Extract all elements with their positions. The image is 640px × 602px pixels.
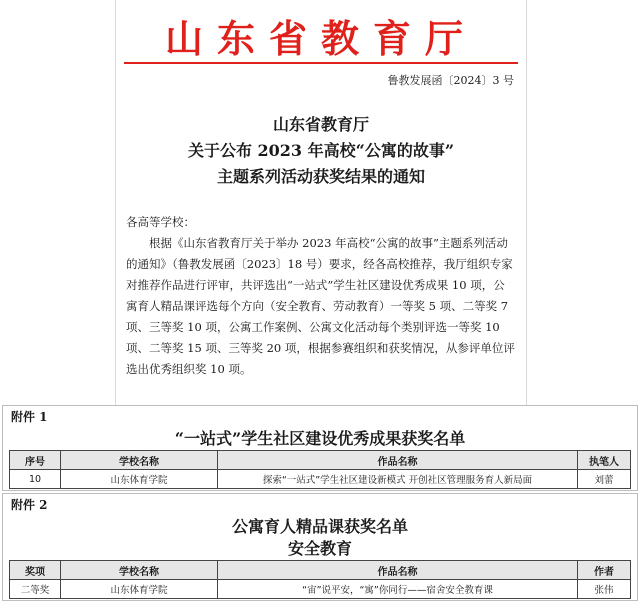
letterhead-title: 山东省教育厅 (164, 16, 477, 61)
cell-school: 山东体育学院 (61, 470, 218, 489)
col-header: 学校名称 (61, 451, 218, 470)
annex-2-label: 附件 2 (11, 498, 48, 512)
body-paragraph: 根据《山东省教育厅关于举办 2023 年高校“公寓的故事”主题系列活动的通知》（鲁教发展函〔2023〕18 号）要求，经各高校推荐，我厅组织专家对推荐作品进行评审，共评选出“一站式”学生社区建设优秀成果 10 项，公寓育人精品课评选每个方向（安全教育、劳动教育）一等奖 5 项、二等奖 7 项、三等奖 10 项，公寓工作案例、公寓文化活动每个类别评选一等奖 10 项、二等奖 15 项、三等奖 20 项，根据参赛组织和获奖情况，从参评单位评选出优秀组织奖 10 项。 (126, 236, 515, 376)
notice-title (116, 112, 526, 190)
col-header: 学校名称 (61, 561, 218, 580)
annex-1 (2, 405, 638, 491)
col-header: 作品名称 (218, 561, 578, 580)
cell-award: 二等奖 (10, 580, 61, 599)
annex-2-subtitle: 安全教育 (287, 539, 352, 558)
col-header: 作者 (578, 561, 631, 580)
col-header: 奖项 (10, 561, 61, 580)
document-number: 鲁教发展函〔2024〕3 号 (387, 74, 514, 87)
cell-school: 山东体育学院 (61, 580, 218, 599)
title-line-2: 关于公布 2023 年高校“公寓的故事” (187, 141, 455, 160)
notice-body (126, 212, 516, 380)
title-line-3: 主题系列活动获奖结果的通知 (216, 167, 425, 186)
letterhead-red-rule (124, 62, 518, 64)
title-line-1: 山东省教育厅 (272, 115, 369, 134)
annex-2-table (9, 560, 631, 599)
table-row (10, 580, 631, 599)
annex-1-title: “一站式”学生社区建设优秀成果获奖名单 (174, 429, 466, 448)
cell-index: 10 (10, 470, 61, 489)
cell-author: 张伟 (578, 580, 631, 599)
annex-2 (2, 493, 638, 601)
col-header: 执笔人 (578, 451, 631, 470)
col-header: 序号 (10, 451, 61, 470)
cell-work: “宙”说平安，“寓”你同行——宿舍安全教育课 (218, 580, 578, 599)
salutation: 各高等学校： (126, 215, 195, 229)
annex-2-title: 公寓育人精品课获奖名单 (231, 517, 408, 536)
table-row (10, 470, 631, 489)
col-header: 作品名称 (218, 451, 578, 470)
notice-document (115, 0, 527, 405)
annex-1-label: 附件 1 (11, 410, 48, 424)
cell-work: 探索“一站式”学生社区建设新模式 开创社区管理服务育人新局面 (218, 470, 578, 489)
cell-author: 刘蕾 (578, 470, 631, 489)
annex-1-table (9, 450, 631, 489)
